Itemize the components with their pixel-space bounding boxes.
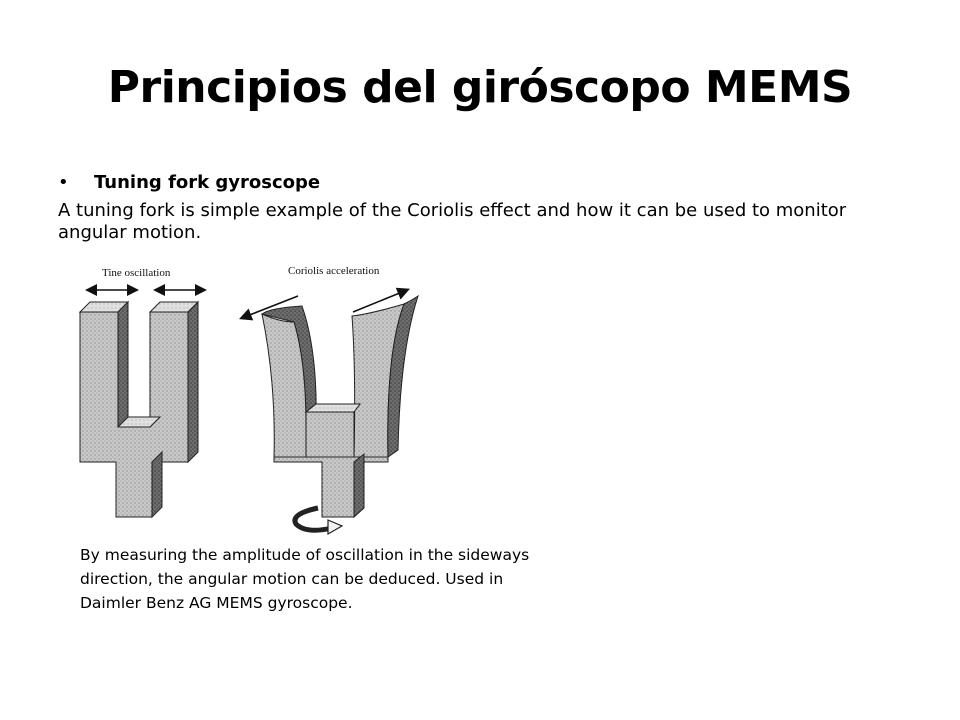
figure-label-tine-oscillation: Tine oscillation [102,267,171,279]
bullet-item [58,172,320,193]
bullet-heading: Tuning fork gyroscope [94,172,321,193]
tuning-fork-bent [262,296,418,517]
slide-title: Principios del giróscopo MEMS [107,62,853,113]
tuning-fork-figure [70,262,440,537]
body-paragraph: A tuning fork is simple example of the Coriolis effect and how it can be used to monitor angular motion. [58,200,847,243]
figure-caption: By measuring the amplitude of oscillation in the sideways direction, the angular motion can be deduced. Used in Daimler Benz AG MEMS gyroscope. [80,546,530,612]
figure-label-coriolis-acceleration: Coriolis acceleration [288,265,380,277]
tuning-fork-straight [80,302,198,517]
bullet-dot-icon: • [58,172,69,193]
